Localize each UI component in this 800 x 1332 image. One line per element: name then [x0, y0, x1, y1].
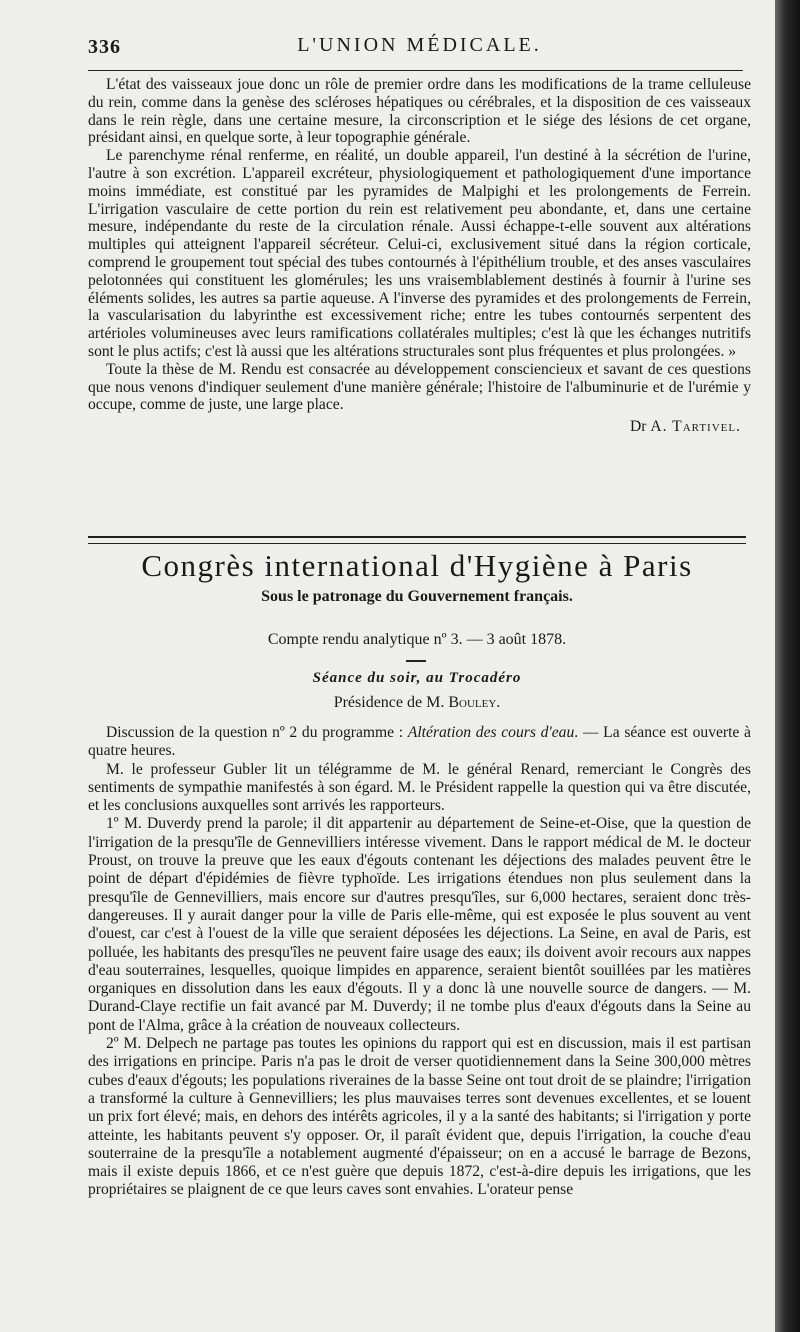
running-title: L'UNION MÉDICALE.	[297, 34, 542, 56]
book-spine-edge	[775, 0, 800, 1332]
session-heading: Séance du soir, au Trocadéro	[312, 670, 522, 686]
presidence-line	[88, 694, 746, 712]
signature-title: Dr	[630, 418, 647, 436]
report-paragraph: 1º M. Duverdy prend la parole; il dit appartenir au département de Seine-et-Oise, que la question de l'irrigation de la presqu'île de Gennevilliers intéresse vivement. Dans le rapport médical de M. le docteur Proust, on trouve la preuve que les eaux d'égouts contenant les déjections des malades peuvent être le point de départ d'épidémies de fièvre typhoïde. Les irrigations étendues non plus seulement dans la presqu'île de Gennevilliers, mais encore sur d'autres presqu'îles, sur 6,000 hectares, seraient donc très-dangereuses. Il y aurait danger pour la ville de Paris elle-même, qui est exposée le plus souvent au vent d'ouest, car c'est à l'ouest de la ville que seraient déposées les déjections. La Seine, en aval de Paris, est polluée, les habitants des presqu'îles ne peuvent faire usage des eaux; ils doivent avoir recours aux nappes d'eau souterraines, lesquelles, quoique limpides en apparence, seraient bientôt souillées par les matières organiques en dissolution dans les eaux d'égouts. Il y a donc là une nouvelle source de dangers. — M. Durand-Claye rectifie un fait avancé par M. Duverdy; il ne tombe plus d'eaux d'égouts dans la Seine au pont de l'Alma, grâce à la création de nouveaux collecteurs.	[88, 815, 751, 1034]
header-rule	[88, 70, 743, 71]
question-intro: Discussion de la question nº 2 du programme :	[106, 724, 408, 741]
report-paragraph: M. le professeur Gubler lit un télégramme de M. le général Renard, remerciant le Congrès des sentiments de sympathie manifestés à son égard. M. le Président rappelle la question qui va être discutée, et les conclusions auxquelles sont arrivés les rapporteurs.	[88, 760, 751, 815]
presidence-name: Bouley.	[448, 694, 501, 711]
question-outro: . — La séance est ouverte à quatre heures.	[88, 724, 751, 760]
page-number: 336	[88, 36, 121, 58]
page-header	[88, 30, 751, 60]
article-paragraph: Le parenchyme rénal renferme, en réalité, un double appareil, l'un destiné à la sécrétion de l'urine, l'autre à son excrétion. L'appareil excréteur, physiologiquement et pathologiquement d'une importance moins immédiate, est constitué par les pyramides de Malpighi et les prolongements de Ferrein. L'irrigation vasculaire de cette portion du rein est relativement peu abondante, et, dans une certaine mesure, indépendante du reste de la circulation rénale. Aussi échappe-t-elle souvent aux altérations multiples qui atteignent l'appareil sécréteur. Celui-ci, exclusivement situé dans la région corticale, comprend le groupement tout spécial des tubes contournés à l'épithélium trouble, et des anses vasculaires pelotonnées qui constituent les glomérules; les uns vraisemblablement destinés à fournir à l'urine ses éléments solides, les autres sa partie aqueuse. A l'inverse des pyramides et des prolongements de Ferrein, la vascularisation du labyrinthe est excessivement riche; entre les tubes contournés serpentent des artérioles volumineuses avec leurs ramifications collatérales multiples; c'est là que les échanges nutritifs sont le plus actifs; c'est là aussi que les altérations structurales sont plus fréquentes et plus prolongées. »	[88, 147, 751, 360]
report-paragraph	[88, 724, 751, 761]
dash-separator	[406, 660, 426, 662]
signature-name: A. Tartivel.	[650, 418, 741, 436]
question-title: Altération des cours d'eau	[407, 724, 575, 741]
session-report	[88, 724, 751, 1200]
section-double-rule	[88, 536, 746, 544]
article-continuation	[88, 76, 751, 436]
section-title: Congrès international d'Hygiène à Paris	[141, 548, 693, 583]
section-subtitle: Sous le patronage du Gouvernement français.	[261, 588, 573, 605]
presidence-prefix: Présidence de M.	[333, 694, 445, 711]
article-paragraph: L'état des vaisseaux joue donc un rôle de premier ordre dans les modifications de la trame celluleuse du rein, comme dans la genèse des scléroses hépatiques ou cérébrales, et la disposition de ces vaisseaux dans le rein règle, dans une certaine mesure, la circonscription et le siége des lésions de cet organe, présidant ainsi, en quelque sorte, à leur topographie générale.	[88, 76, 751, 147]
report-line: Compte rendu analytique nº 3. — 3 août 1878.	[267, 631, 567, 648]
author-signature	[88, 418, 751, 436]
article-paragraph: Toute la thèse de M. Rendu est consacrée au développement consciencieux et savant de ces questions que nous venons d'indiquer seulement d'une manière générale; l'histoire de l'albuminurie et de l'urémie y occupe, comme de juste, une large place.	[88, 360, 751, 414]
report-paragraph: 2º M. Delpech ne partage pas toutes les opinions du rapport qui est en discussion, mais il est partisan des irrigations en principe. Paris n'a pas le droit de verser quotidiennement dans la Seine 300,000 mètres cubes d'eaux d'égouts; les populations riveraines de la basse Seine ont tout droit de se plaindre; l'irrigation a transformé la culture à Gennevilliers; les plus mauvaises terres sont devenues excellentes, et se louent un prix fort élevé; mais, en dehors des intérêts agricoles, il y a la santé des habitants; si l'irrigation y porte atteinte, les habitants peuvent s'y opposer. Or, il paraît évident que, depuis l'irrigation, la couche d'eau souterraine de la presqu'île a notablement augmenté d'épaisseur; on en a accusé le barrage de Bezons, mais il existe depuis 1866, et ce n'est guère que depuis 1872, c'est-à-dire depuis les irrigations, que les propriétaires se plaignent de ce que leurs caves sont envahies. L'orateur pense	[88, 1035, 751, 1199]
